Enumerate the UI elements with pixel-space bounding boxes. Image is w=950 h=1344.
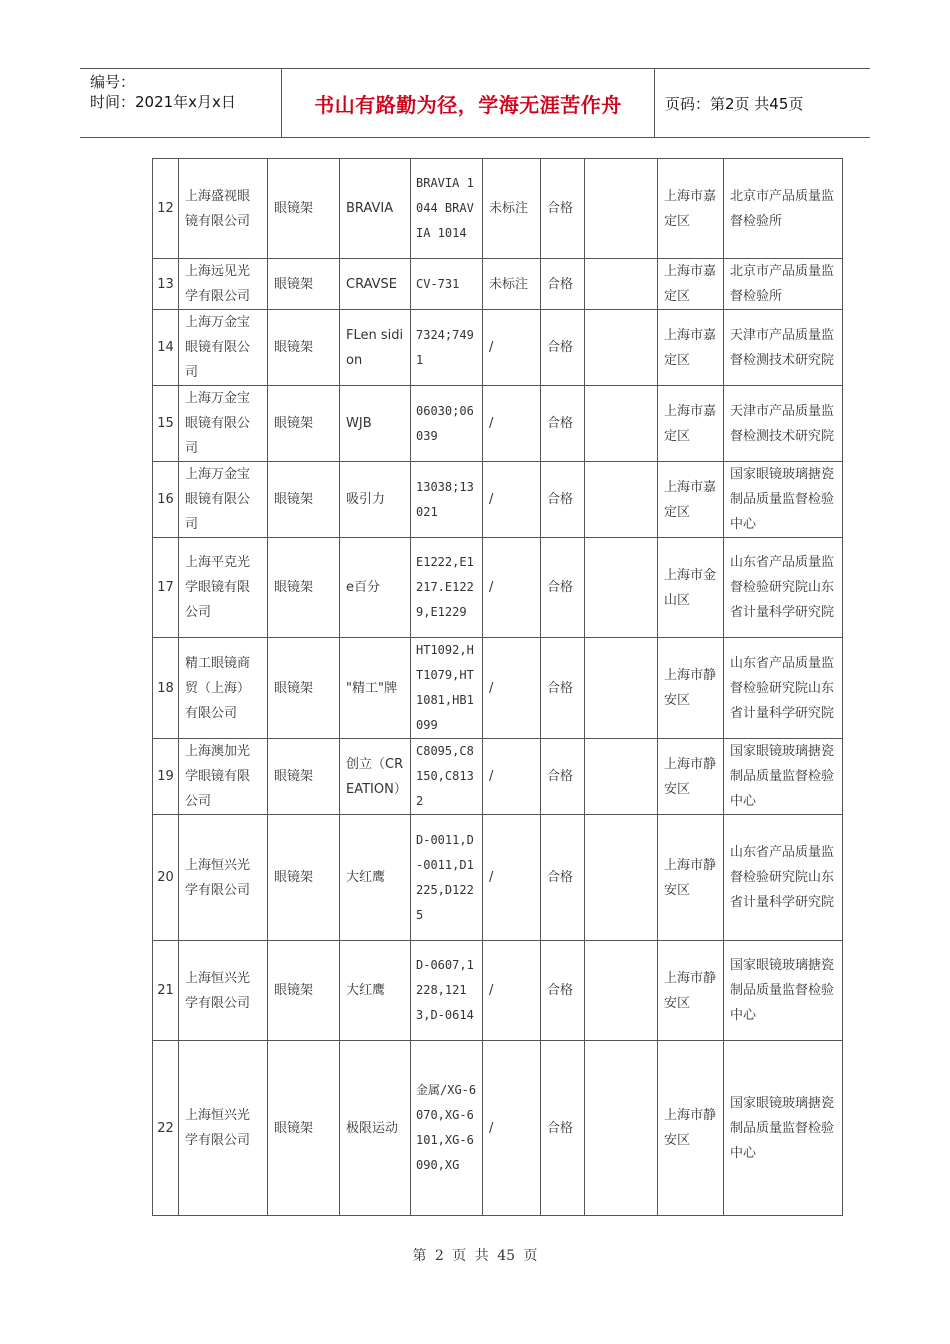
row-number: 20 [153, 815, 179, 941]
production-date: / [483, 1041, 541, 1216]
table-row [153, 638, 843, 739]
test-result: 合格 [541, 815, 585, 941]
production-date: / [483, 739, 541, 815]
model-spec: C8095,C8150,C8132 [411, 739, 483, 815]
time-label: 时间：2021年x月x日 [90, 93, 236, 111]
brand-name: e百分 [340, 538, 411, 638]
production-date: / [483, 638, 541, 739]
table-row [153, 941, 843, 1041]
testing-agency: 山东省产品质量监督检验研究院山东省计量科学研究院 [724, 815, 843, 941]
product-name: 眼镜架 [268, 1041, 340, 1216]
brand-name: FLen sidion [340, 310, 411, 386]
table-row [153, 815, 843, 941]
testing-agency: 北京市产品质量监督检验所 [724, 159, 843, 259]
company-name: 上海恒兴光学有限公司 [179, 1041, 268, 1216]
model-spec: CV-731 [411, 259, 483, 310]
empty-cell [585, 259, 658, 310]
table-row [153, 386, 843, 462]
brand-name: 大红鹰 [340, 941, 411, 1041]
header-page-number: 页码：第2页 共45页 [665, 94, 804, 113]
testing-agency: 山东省产品质量监督检验研究院山东省计量科学研究院 [724, 538, 843, 638]
model-spec: 13038;13021 [411, 462, 483, 538]
model-spec: HT1092,HT1079,HT1081,HB1099 [411, 638, 483, 739]
production-date: / [483, 815, 541, 941]
product-name: 眼镜架 [268, 538, 340, 638]
empty-cell [585, 159, 658, 259]
brand-name: CRAVSE [340, 259, 411, 310]
company-name: 上海远见光学有限公司 [179, 259, 268, 310]
row-number: 12 [153, 159, 179, 259]
row-number: 22 [153, 1041, 179, 1216]
table-body [153, 159, 843, 1216]
company-name: 上海万金宝眼镜有限公司 [179, 386, 268, 462]
row-number: 19 [153, 739, 179, 815]
brand-name: 极限运动 [340, 1041, 411, 1216]
row-number: 15 [153, 386, 179, 462]
product-name: 眼镜架 [268, 259, 340, 310]
test-result: 合格 [541, 941, 585, 1041]
production-date: / [483, 538, 541, 638]
region: 上海市静安区 [658, 941, 724, 1041]
table-row [153, 462, 843, 538]
product-name: 眼镜架 [268, 739, 340, 815]
production-date: / [483, 462, 541, 538]
company-name: 上海澳加光学眼镜有限公司 [179, 739, 268, 815]
region: 上海市嘉定区 [658, 386, 724, 462]
table-row [153, 159, 843, 259]
production-date: / [483, 941, 541, 1041]
empty-cell [585, 815, 658, 941]
company-name: 上海万金宝眼镜有限公司 [179, 462, 268, 538]
test-result: 合格 [541, 159, 585, 259]
testing-agency: 国家眼镜玻璃搪瓷制品质量监督检验中心 [724, 739, 843, 815]
brand-name: 创立（CREATION） [340, 739, 411, 815]
table-row [153, 538, 843, 638]
serial-label: 编号： [90, 73, 136, 91]
company-name: 上海万金宝眼镜有限公司 [179, 310, 268, 386]
testing-agency: 北京市产品质量监督检验所 [724, 259, 843, 310]
test-result: 合格 [541, 638, 585, 739]
row-number: 13 [153, 259, 179, 310]
row-number: 21 [153, 941, 179, 1041]
row-number: 18 [153, 638, 179, 739]
region: 上海市嘉定区 [658, 462, 724, 538]
table-row [153, 739, 843, 815]
brand-name: "精工"牌 [340, 638, 411, 739]
product-name: 眼镜架 [268, 941, 340, 1041]
company-name: 上海盛视眼镜有限公司 [179, 159, 268, 259]
product-name: 眼镜架 [268, 310, 340, 386]
test-result: 合格 [541, 462, 585, 538]
table-row [153, 259, 843, 310]
empty-cell [585, 462, 658, 538]
region: 上海市金山区 [658, 538, 724, 638]
testing-agency: 山东省产品质量监督检验研究院山东省计量科学研究院 [724, 638, 843, 739]
region: 上海市静安区 [658, 1041, 724, 1216]
empty-cell [585, 739, 658, 815]
table-row [153, 1041, 843, 1216]
model-spec: D-0607,1228,1213,D-0614 [411, 941, 483, 1041]
region: 上海市嘉定区 [658, 159, 724, 259]
header-meta [90, 72, 236, 112]
row-number: 14 [153, 310, 179, 386]
brand-name: 吸引力 [340, 462, 411, 538]
page-header [80, 68, 870, 138]
row-number: 16 [153, 462, 179, 538]
model-spec: 金属/XG-6070,XG-6101,XG-6090,XG [411, 1041, 483, 1216]
model-spec: 7324;7491 [411, 310, 483, 386]
testing-agency: 国家眼镜玻璃搪瓷制品质量监督检验中心 [724, 462, 843, 538]
empty-cell [585, 538, 658, 638]
product-name: 眼镜架 [268, 386, 340, 462]
region: 上海市嘉定区 [658, 310, 724, 386]
empty-cell [585, 1041, 658, 1216]
brand-name: WJB [340, 386, 411, 462]
production-date: 未标注 [483, 259, 541, 310]
product-name: 眼镜架 [268, 638, 340, 739]
model-spec: D-0011,D-0011,D1225,D1225 [411, 815, 483, 941]
testing-agency: 天津市产品质量监督检测技术研究院 [724, 310, 843, 386]
production-date: / [483, 386, 541, 462]
table-row [153, 310, 843, 386]
testing-agency: 国家眼镜玻璃搪瓷制品质量监督检验中心 [724, 1041, 843, 1216]
header-motto: 书山有路勤为径，学海无涯苦作舟 [314, 92, 622, 117]
region: 上海市静安区 [658, 739, 724, 815]
testing-agency: 国家眼镜玻璃搪瓷制品质量监督检验中心 [724, 941, 843, 1041]
model-spec: E1222,E1217.E1229,E1229 [411, 538, 483, 638]
product-name: 眼镜架 [268, 462, 340, 538]
brand-name: 大红鹰 [340, 815, 411, 941]
empty-cell [585, 941, 658, 1041]
test-result: 合格 [541, 1041, 585, 1216]
region: 上海市嘉定区 [658, 259, 724, 310]
production-date: 未标注 [483, 159, 541, 259]
product-name: 眼镜架 [268, 159, 340, 259]
row-number: 17 [153, 538, 179, 638]
company-name: 精工眼镜商贸（上海）有限公司 [179, 638, 268, 739]
company-name: 上海平克光学眼镜有限公司 [179, 538, 268, 638]
region: 上海市静安区 [658, 638, 724, 739]
brand-name: BRAVIA [340, 159, 411, 259]
test-result: 合格 [541, 259, 585, 310]
inspection-table [152, 158, 843, 1216]
test-result: 合格 [541, 310, 585, 386]
model-spec: BRAVIA 1044 BRAVIA 1014 [411, 159, 483, 259]
company-name: 上海恒兴光学有限公司 [179, 941, 268, 1041]
test-result: 合格 [541, 386, 585, 462]
product-name: 眼镜架 [268, 815, 340, 941]
page-footer: 第 2 页 共 45 页 [412, 1248, 538, 1264]
production-date: / [483, 310, 541, 386]
model-spec: 06030;06039 [411, 386, 483, 462]
test-result: 合格 [541, 538, 585, 638]
testing-agency: 天津市产品质量监督检测技术研究院 [724, 386, 843, 462]
empty-cell [585, 310, 658, 386]
region: 上海市静安区 [658, 815, 724, 941]
empty-cell [585, 638, 658, 739]
test-result: 合格 [541, 739, 585, 815]
company-name: 上海恒兴光学有限公司 [179, 815, 268, 941]
empty-cell [585, 386, 658, 462]
